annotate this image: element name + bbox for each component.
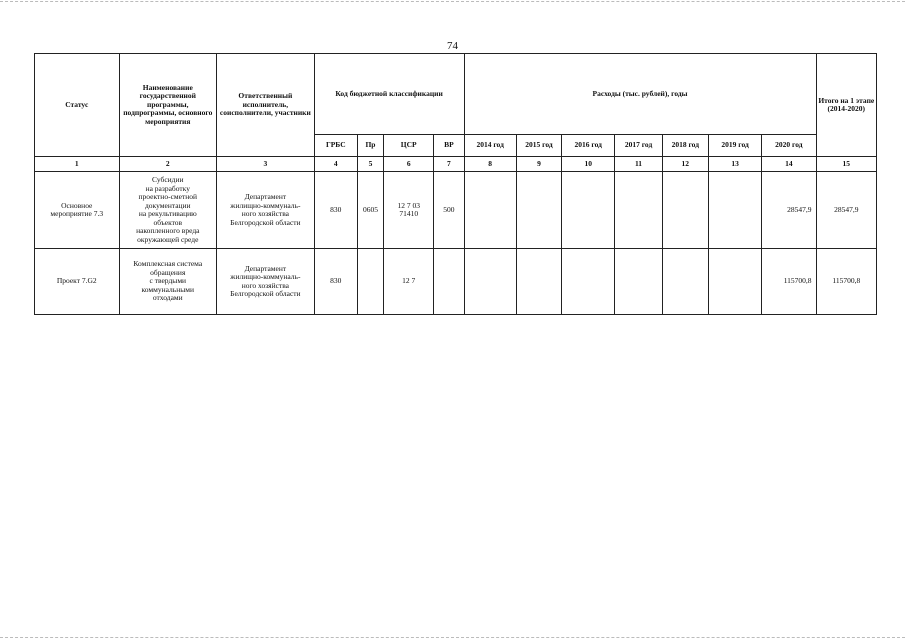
header-executor: Ответственный исполнитель, соисполнители, участники — [217, 54, 315, 157]
column-number: 6 — [384, 157, 434, 172]
row-year-2018 — [662, 249, 708, 315]
row-total: 28547,9 — [816, 172, 876, 249]
header-grbs: ГРБС — [314, 135, 357, 157]
row-year-2018 — [662, 172, 708, 249]
header-status: Статус — [35, 54, 120, 157]
header-pr: Пр — [357, 135, 383, 157]
row-status: Проект 7.G2 — [35, 249, 120, 315]
row-pr: 0605 — [357, 172, 383, 249]
column-number: 15 — [816, 157, 876, 172]
row-pr — [357, 249, 383, 315]
column-number: 9 — [516, 157, 561, 172]
header-year-2018: 2018 год — [662, 135, 708, 157]
column-number: 14 — [762, 157, 816, 172]
row-year-2015 — [516, 172, 561, 249]
header-csr: ЦСР — [384, 135, 434, 157]
header-total: Итого на 1 этапе (2014-2020) — [816, 54, 876, 157]
row-name: Субсидии на разработку проектно-сметной документации на рекультивацию объектов накопленного вреда окружающей среде — [119, 172, 217, 249]
row-year-2014 — [464, 172, 516, 249]
row-year-2019 — [708, 172, 761, 249]
header-year-2019: 2019 год — [708, 135, 761, 157]
header-year-2015: 2015 год — [516, 135, 561, 157]
row-year-2017 — [615, 249, 662, 315]
column-number: 1 — [35, 157, 120, 172]
row-year-2019 — [708, 249, 761, 315]
row-year-2014 — [464, 249, 516, 315]
row-year-2015 — [516, 249, 561, 315]
row-vr: 500 — [434, 172, 464, 249]
column-number: 7 — [434, 157, 464, 172]
header-name: Наименование государственной программы, подпрограммы, основного мероприятия — [119, 54, 217, 157]
row-name: Комплексная система обращения с твердыми коммунальными отходами — [119, 249, 217, 315]
column-number: 5 — [357, 157, 383, 172]
column-number: 12 — [662, 157, 708, 172]
budget-table — [34, 53, 877, 315]
row-csr: 12 7 03 71410 — [384, 172, 434, 249]
column-number: 8 — [464, 157, 516, 172]
column-number: 4 — [314, 157, 357, 172]
row-year-2020: 28547,9 — [762, 172, 816, 249]
row-status: Основное мероприятие 7.3 — [35, 172, 120, 249]
column-number: 2 — [119, 157, 217, 172]
header-vr: ВР — [434, 135, 464, 157]
row-csr: 12 7 — [384, 249, 434, 315]
row-executor: Департамент жилищно-коммуналь- ного хозяйства Белгородской области — [217, 172, 315, 249]
header-budget-code: Код бюджетной классификации — [314, 54, 464, 135]
row-year-2016 — [562, 172, 615, 249]
row-total: 115700,8 — [816, 249, 876, 315]
column-number: 10 — [562, 157, 615, 172]
table-row — [35, 172, 877, 249]
scan-top-edge — [0, 1, 905, 3]
row-vr — [434, 249, 464, 315]
page-number: 74 — [447, 40, 458, 52]
row-year-2016 — [562, 249, 615, 315]
column-number-row — [35, 157, 877, 172]
header-expenses: Расходы (тыс. рублей), годы — [464, 54, 816, 135]
header-year-2020: 2020 год — [762, 135, 816, 157]
row-grbs: 830 — [314, 249, 357, 315]
header-year-2016: 2016 год — [562, 135, 615, 157]
scan-bottom-edge — [0, 637, 905, 639]
table-row — [35, 249, 877, 315]
column-number: 3 — [217, 157, 315, 172]
column-number: 13 — [708, 157, 761, 172]
column-number: 11 — [615, 157, 662, 172]
row-executor: Департамент жилищно-коммуналь- ного хозяйства Белгородской области — [217, 249, 315, 315]
header-year-2017: 2017 год — [615, 135, 662, 157]
row-year-2017 — [615, 172, 662, 249]
header-year-2014: 2014 год — [464, 135, 516, 157]
row-grbs: 830 — [314, 172, 357, 249]
row-year-2020: 115700,8 — [762, 249, 816, 315]
